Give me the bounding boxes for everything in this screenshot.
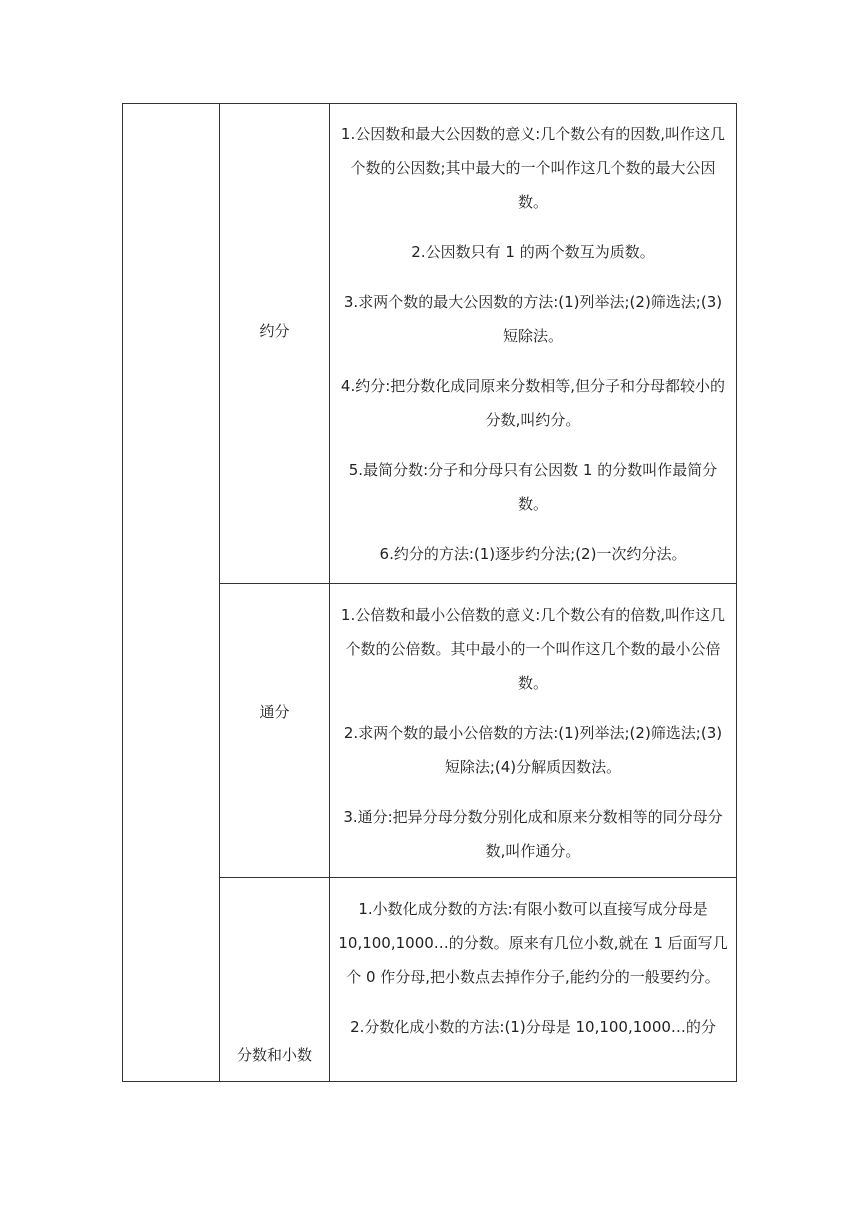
topic-label-tongfen: 通分 bbox=[259, 703, 290, 721]
topic-content-yuefen bbox=[330, 117, 736, 571]
knowledge-table bbox=[122, 103, 737, 1082]
knowledge-point: 1.公因数和最大公因数的意义:几个数公有的因数,叫作这几个数的公因数;其中最大的一个叫作这几个数的最大公因数。 bbox=[340, 125, 726, 211]
knowledge-point: 1.小数化成分数的方法:有限小数可以直接写成分母是 10,100,1000…的分数。原来有几位小数,就在 1 后面写几个 0 作分母,把小数点去掉作分子,能约分的一般要约分。 bbox=[338, 900, 728, 986]
knowledge-point: 5.最简分数:分子和分母只有公因数 1 的分数叫作最简分数。 bbox=[348, 461, 718, 513]
knowledge-point: 3.求两个数的最大公因数的方法:(1)列举法;(2)筛选法;(3)短除法。 bbox=[343, 293, 723, 345]
column-divider bbox=[219, 104, 220, 1081]
knowledge-point: 4.约分:把分数化成同原来分数相等,但分子和分母都较小的分数,叫约分。 bbox=[340, 377, 726, 429]
row-divider bbox=[219, 877, 736, 878]
knowledge-point: 1.公倍数和最小公倍数的意义:几个数公有的倍数,叫作这几个数的公倍数。其中最小的一个叫作这几个数的最小公倍数。 bbox=[340, 606, 726, 692]
topic-label-fractions-decimals: 分数和小数 bbox=[236, 1046, 312, 1064]
topic-content-fractions-decimals bbox=[330, 892, 736, 1044]
topic-content-tongfen bbox=[330, 598, 736, 868]
knowledge-point: 3.通分:把异分母分数分别化成和原来分数相等的同分母分数,叫作通分。 bbox=[343, 808, 723, 860]
knowledge-point: 6.约分的方法:(1)逐步约分法;(2)一次约分法。 bbox=[379, 545, 687, 563]
knowledge-point: 2.求两个数的最小公倍数的方法:(1)列举法;(2)筛选法;(3)短除法;(4)分解质因数法。 bbox=[343, 724, 723, 776]
row-divider bbox=[219, 583, 736, 584]
knowledge-point: 2.分数化成小数的方法:(1)分母是 10,100,1000…的分 bbox=[350, 1018, 716, 1036]
knowledge-point: 2.公因数只有 1 的两个数互为质数。 bbox=[411, 243, 655, 261]
topic-label-yuefen: 约分 bbox=[259, 322, 290, 340]
